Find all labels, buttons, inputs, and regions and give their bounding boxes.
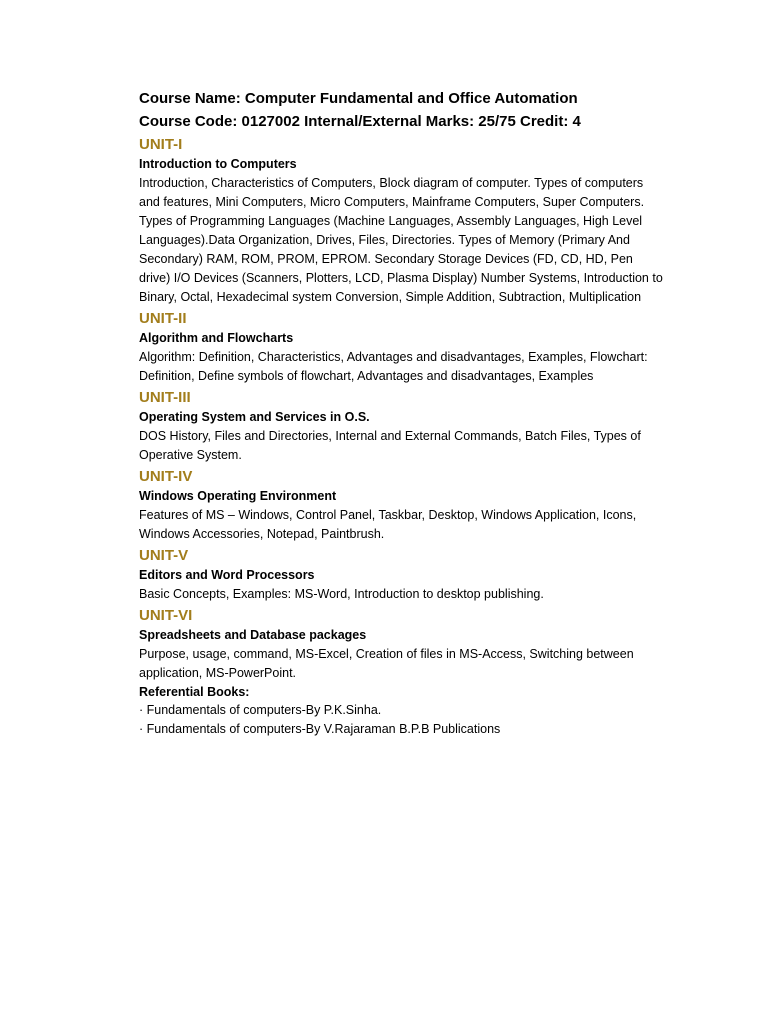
- unit-description-line: Definition, Define symbols of flowchart, Advantages and disadvantages, Examples: [139, 369, 594, 383]
- unit-description-line: Algorithm: Definition, Characteristics, Advantages and disadvantages, Examples, Flowchart:: [139, 350, 648, 364]
- unit-title: Editors and Word Processors: [139, 568, 315, 582]
- unit-title: Operating System and Services in O.S.: [139, 410, 370, 424]
- unit-description: [139, 585, 679, 604]
- unit-title: Introduction to Computers: [139, 157, 297, 171]
- unit-description-line: Features of MS – Windows, Control Panel, Taskbar, Desktop, Windows Application, Icons,: [139, 508, 637, 522]
- unit-title: Windows Operating Environment: [139, 489, 337, 503]
- units-container: [139, 135, 679, 683]
- course-code: Course Code: 0127002 Internal/External Marks: 25/75 Credit: 4: [139, 113, 581, 130]
- unit-heading: UNIT-V: [139, 547, 189, 564]
- unit-title: Algorithm and Flowcharts: [139, 331, 294, 345]
- unit-description-line: DOS History, Files and Directories, Internal and External Commands, Batch Files, Types of: [139, 429, 641, 443]
- unit-description-line: application, MS-PowerPoint.: [139, 666, 297, 680]
- unit-description-line: Binary, Octal, Hexadecimal system Conversion, Simple Addition, Subtraction, Multiplication: [139, 290, 642, 304]
- unit-description-line: Operative System.: [139, 448, 242, 462]
- unit-section: [139, 546, 679, 604]
- unit-section: [139, 388, 679, 465]
- syllabus-page: [139, 87, 679, 739]
- unit-title: Spreadsheets and Database packages: [139, 628, 367, 642]
- unit-heading: UNIT-II: [139, 310, 187, 327]
- unit-heading: UNIT-VI: [139, 607, 193, 624]
- unit-description-line: Languages).Data Organization, Drives, Files, Directories. Types of Memory (Primary And: [139, 233, 630, 247]
- references-heading: Referential Books:: [139, 685, 250, 699]
- reference-item: · Fundamentals of computers-By P.K.Sinha.: [139, 703, 382, 717]
- unit-description: [139, 174, 679, 307]
- unit-description: [139, 348, 679, 386]
- unit-description-line: Basic Concepts, Examples: MS-Word, Introduction to desktop publishing.: [139, 587, 544, 601]
- unit-description-line: drive) I/O Devices (Scanners, Plotters, LCD, Plasma Display) Number Systems, Introduction to: [139, 271, 663, 285]
- unit-description: [139, 427, 679, 465]
- unit-description: [139, 645, 679, 683]
- unit-section: [139, 135, 679, 307]
- unit-heading: UNIT-IV: [139, 468, 193, 485]
- course-name: Course Name: Computer Fundamental and Office Automation: [139, 90, 578, 107]
- unit-description-line: Secondary) RAM, ROM, PROM, EPROM. Secondary Storage Devices (FD, CD, HD, Pen: [139, 252, 633, 266]
- unit-section: [139, 606, 679, 683]
- unit-description-line: Types of Programming Languages (Machine Languages, Assembly Languages, High Level: [139, 214, 643, 228]
- unit-description: [139, 506, 679, 544]
- unit-heading: UNIT-I: [139, 136, 183, 153]
- unit-section: [139, 309, 679, 386]
- unit-heading: UNIT-III: [139, 389, 191, 406]
- unit-description-line: Purpose, usage, command, MS-Excel, Creation of files in MS-Access, Switching between: [139, 647, 634, 661]
- unit-description-line: Introduction, Characteristics of Computers, Block diagram of computer. Types of computers: [139, 176, 644, 190]
- unit-section: [139, 467, 679, 544]
- references-list: [139, 701, 679, 739]
- unit-description-line: and features, Mini Computers, Micro Computers, Mainframe Computers, Super Computers.: [139, 195, 645, 209]
- unit-description-line: Windows Accessories, Notepad, Paintbrush.: [139, 527, 385, 541]
- reference-item: · Fundamentals of computers-By V.Rajaraman B.P.B Publications: [139, 722, 501, 736]
